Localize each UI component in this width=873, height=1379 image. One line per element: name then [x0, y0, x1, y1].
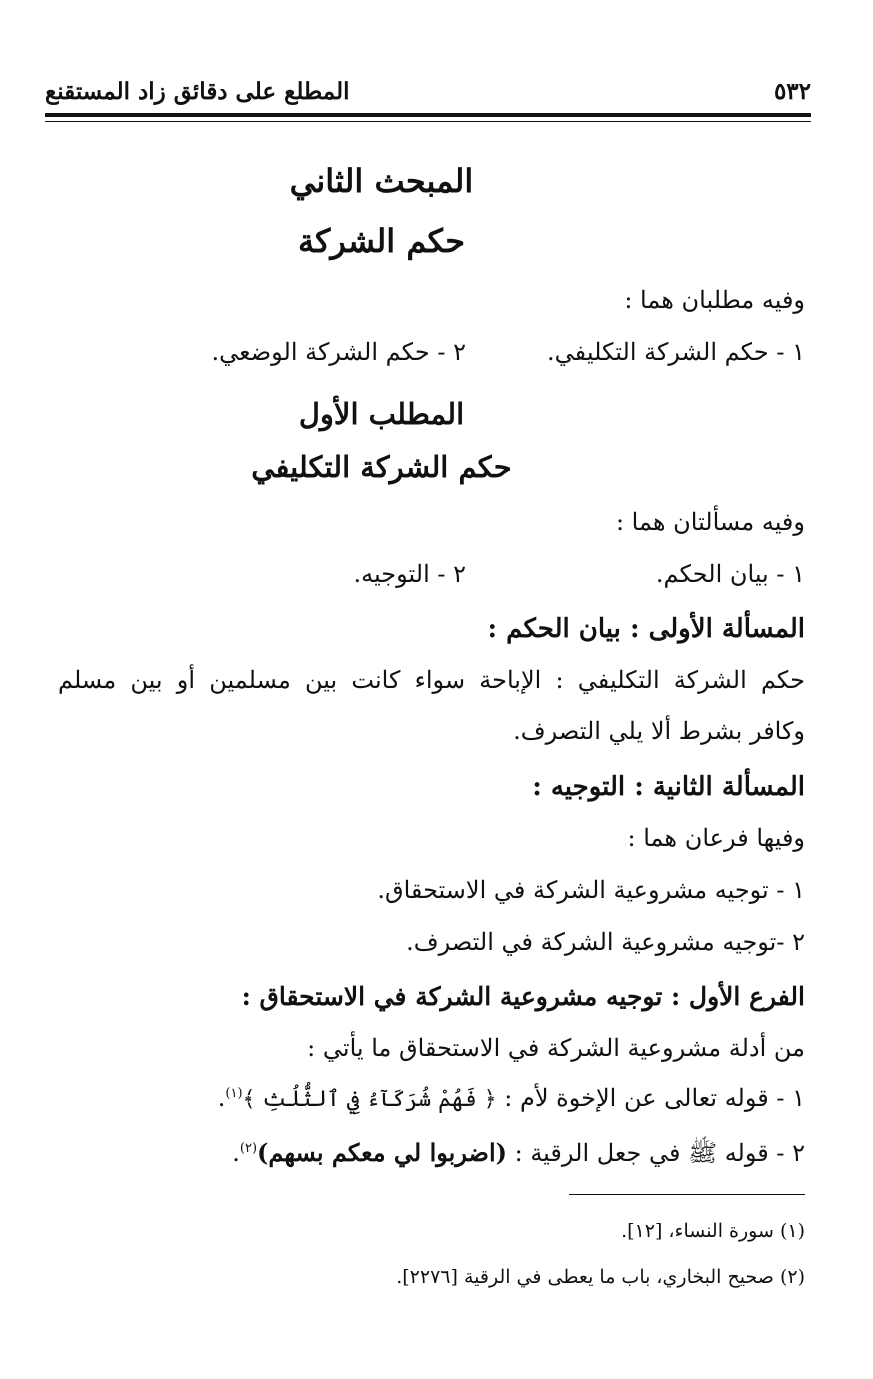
list-item: ١ - حكم الشركة التكليفي. [547, 338, 805, 366]
footnote-marker: (١) [225, 1086, 243, 1101]
paragraph-line: وكافر بشرط ألا يلي التصرف. [513, 717, 805, 745]
intro-text: وفيه مسألتان هما : [615, 508, 805, 536]
header-rule-thin [45, 121, 811, 122]
footnote: (١) سورة النساء، [١٢]. [621, 1220, 805, 1242]
evidence-line [218, 1084, 805, 1112]
list-item: ٢ - حكم الشركة الوضعي. [211, 338, 466, 366]
intro-text: وفيها فرعان هما : [627, 824, 805, 852]
header-rule-thick [45, 113, 811, 117]
paragraph-line: حكم الشركة التكليفي : الإباحة سواء كانت بين مسلمين أو بين مسلم [58, 666, 806, 694]
period: . [232, 1139, 240, 1167]
subsection-heading: المطلب الأول [298, 397, 465, 431]
intro-text: وفيه مطلبان هما : [624, 286, 805, 314]
issue-heading: المسألة الأولى : بيان الحكم : [487, 614, 805, 644]
period: . [217, 1084, 226, 1112]
subsection-subheading: حكم الشركة التكليفي [251, 450, 512, 484]
evidence-text: ٢ - قوله ﷺ في جعل الرقية : [506, 1139, 805, 1167]
footnote-separator [569, 1194, 805, 1195]
list-item: ٢ - التوجيه. [353, 560, 466, 588]
evidence-text: ١ - قوله تعالى عن الإخوة لأم : [496, 1084, 805, 1112]
intro-text: من أدلة مشروعية الشركة في الاستحقاق ما يأتي : [307, 1034, 805, 1062]
running-book-title: المطلع على دقائق زاد المستقنع [45, 78, 350, 105]
branch-heading: الفرع الأول : توجيه مشروعية الشركة في الاستحقاق : [241, 982, 805, 1011]
page-number: ٥٣٢ [773, 78, 811, 105]
section-subheading: حكم الشركة [297, 222, 466, 260]
running-header [45, 78, 811, 110]
quran-quote: ﴿ فَهُمْ شُرَكَآءُ فِي ٱلثُّلُثِ ﴾ [242, 1087, 497, 1112]
issue-heading: المسألة الثانية : التوجيه : [532, 772, 805, 802]
list-item: ٢ -توجيه مشروعية الشركة في التصرف. [406, 928, 805, 956]
footnote: (٢) صحيح البخاري، باب ما يعطى في الرقية [٢٢٧٦]. [396, 1266, 805, 1288]
list-item: ١ - توجيه مشروعية الشركة في الاستحقاق. [377, 876, 805, 904]
section-heading: المبحث الثاني [289, 162, 474, 200]
list-item: ١ - بيان الحكم. [655, 560, 805, 588]
hadith-quote: (اضربوا لي معكم بسهم) [257, 1138, 507, 1167]
evidence-line [232, 1138, 805, 1173]
footnote-marker: (٢) [239, 1141, 258, 1156]
